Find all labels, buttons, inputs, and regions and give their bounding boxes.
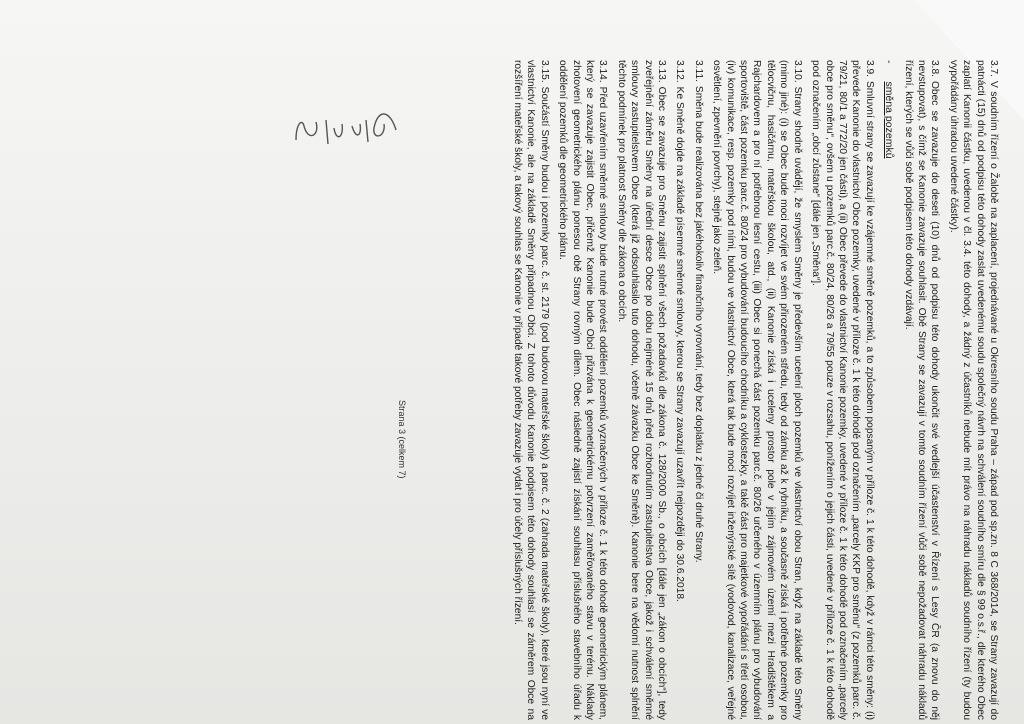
paragraph-3-15 bbox=[511, 60, 551, 720]
paragraph-3-13 bbox=[614, 60, 668, 720]
paragraph-3-11 bbox=[691, 60, 704, 720]
paragraph-number: 3.12. bbox=[674, 60, 686, 83]
paragraph-number: 3.9. bbox=[863, 60, 875, 77]
paragraph-3-9 bbox=[809, 60, 876, 720]
paragraph-number: 3.13. bbox=[656, 60, 668, 83]
paragraph-number: 3.14. bbox=[597, 60, 609, 83]
paragraph-text: Strany shodně uvádějí, že smyslem Směny je především ucelení ploch pozemků ve vlastnictví obou Stran, když na základě této Směny (mimo jiné): (i) se Obec bude moci rozvíjet ve svém přirozeném středu, tedy od zámku až k rybníku, a současně získá i potřebné pozemky pro tělocvičnu, hasičárnu, mateřskou školou, atd., (ii) Kanonie získá i uceleny prostor pole v jejím zájmovém území mezi Hradištěkem a Rajchardovem a pro ní potřebnou lesní cestu, (iii) Obec si ponechá část pozemku parc.č. 80/26 určeného v územním plánu pro vybudování sportoviště, část pozemku parc.č. 80/24 pro vybudování budoucího chodníku a cyklostezky, a takě část pro majetkové vypořádání s třetí osobou, (iv) komunikace, resp. pozemky pod ními, budou ve vlastnictví Obce, která tak bude moci rozvíjet inženýrské sítě (vodovod, kanalizace, veřejné osvětlení, zpevnění povrchy), stejně jako zeleň. bbox=[711, 60, 803, 720]
signature-initials bbox=[290, 90, 400, 170]
section-exchange bbox=[511, 60, 876, 720]
paragraph-text: Ke Směně dojde na základě písemné směnné smlouvy, kterou se Strany zavazují uzavřít nejpozději do 30.6.2018. bbox=[674, 86, 686, 602]
paragraph-number: 3.11. bbox=[692, 60, 704, 82]
section-heading bbox=[882, 60, 895, 720]
paragraph-3-7 bbox=[946, 60, 1000, 720]
paragraph-text: Smluvní strany se zavazují ke vzájemné směně pozemků, a to způsobem popsaným v příloze č. 1 k této dohodě, když v rámci této směny: (i) převede Kanonie do vlastnictví Obce pozemky, uvedené v příloze č. 1 k této dohodě pod označením „parcely KKP pro směnu“ (z pozemků parc. č. 79/21, 80/1 a 772/20 jen části), a (ii) Obec převede do vlastnictví Kanonie pozemky, uvedené v příloze č. 1 k této dohodě pod označením „parcely obce pro směnu“, ovšem u pozemků parc.č. 80/24, 80/26 a 79/55 pouze v rozsahu, ponížením o jejich části, uvedené v příloze č. 1 k této dohodě pod označením „obcí zůstane“ [dále jen „Směna“]. bbox=[810, 60, 875, 720]
paragraph-number: 3.7. bbox=[988, 60, 999, 77]
document-page bbox=[200, 60, 1000, 720]
paragraph-text: Obec se zavazuje pro Směnu zajistit splnění všech požadavků dle zákona č. 128/2000 Sb., o obcích [dále jen „zákon o obcích“], tedy zveřejnění záměru Směny na úřední desce Obce po dobu nejméně 15 dnů před rozhodnutím zastupitelstva Obce, jakož i schválení směnné smlouvy zastupitelstvem Obce (která již odsouhlasilo tuto dohodu, včetně závazku Obce ke Směně). Kanonie bere na vědomí nutnost splnění těchto podmínek pro platnost Směny dle zákona o obcích. bbox=[615, 60, 668, 720]
paragraph-3-8 bbox=[901, 60, 941, 720]
paragraph-text: Součástí Směny budou i pozemky parc. č. st. 2179 (pod budovou mateřské školy) a parc. č. 2 (zahrada mateřské školy), které jsou nyní ve vlastnictví Kanonie, ale na základě Směny připadnou Obci. Z tohoto důvodu Kanonie podpisem této dohody souhlasí se záměrem Obce na rozšíření mateřské školy, a takový souhlas se Kanonie v případě takové potřeby zavazuje vydat i pro účely příslušných řízení. bbox=[512, 60, 550, 720]
paragraph-3-12 bbox=[673, 60, 686, 720]
heading-text: směna pozemků bbox=[883, 81, 896, 159]
paragraph-3-14 bbox=[556, 60, 610, 720]
section-court bbox=[901, 60, 1000, 720]
paragraph-text: Obec se zavazuje do deseti (10) dnů od podpisu této dohody ukončit své vedlejší účastenství v Řízení s Lesy ČR (a znovu do něj nevstupovat), s čímž se Kanonie zavazuje souhlasit. Obě Strany se zavazují v tomto soudním řízení vůči sobě nepožadovat náhradu nákladů řízení, kterých se vůči sobě podpisem této dohody vzdávají. bbox=[902, 60, 941, 720]
paragraph-text: Před uzavřením směnné smlouvy bude nutné provést oddělení pozemků vyznačených v příloze č. 1 k této dohodě geometrickým plánem, který se zavazuje zajistit Obec, přičemž Kanonie bude Obci přizvána k geometrickému potvrzení zaměřovaného stavu v terénu. Náklady zhotovení geometrického plánu ponesou obě Strany rovným dílem. Obec následně zajistí získání souhlasu příslušného stavebního úřadu k oddělení pozemků dle geometrického plánu. bbox=[557, 60, 609, 720]
page-footer: Strana 3 (celkem 7) bbox=[397, 400, 407, 479]
paragraph-text: V soudním řízení o Žalobě na zaplacení, projednávané u Okresního soudu Praha – západ pod sp.zn. 8 C 368/2014, se Strany zavazují do patnácti (15) dnů od podpisu této dohody zaslat uvedenému soudu společný návrh na schválení soudního smíru dle § 99 o.s.ř., dle kterého Obec zaplatí Kanonii částku, uvedenou v čl. 3.4. této dohody, a žádný z účastníků nebude mít právo na náhradu nákladů soudního řízení (ty budou vypořádány úhradou uvedené částky). bbox=[947, 60, 999, 720]
paragraph-3-10 bbox=[710, 60, 804, 720]
paragraph-number: 3.8. bbox=[929, 60, 941, 77]
paragraph-text: Směna bude realizována bez jakéhokoliv finančního vyrovnání, tedy bez doplatku z jedné či druhé Strany. bbox=[692, 85, 704, 563]
paragraph-number: 3.10. bbox=[791, 60, 803, 83]
heading-dash: - bbox=[883, 60, 896, 64]
paragraph-number: 3.15. bbox=[538, 60, 550, 83]
